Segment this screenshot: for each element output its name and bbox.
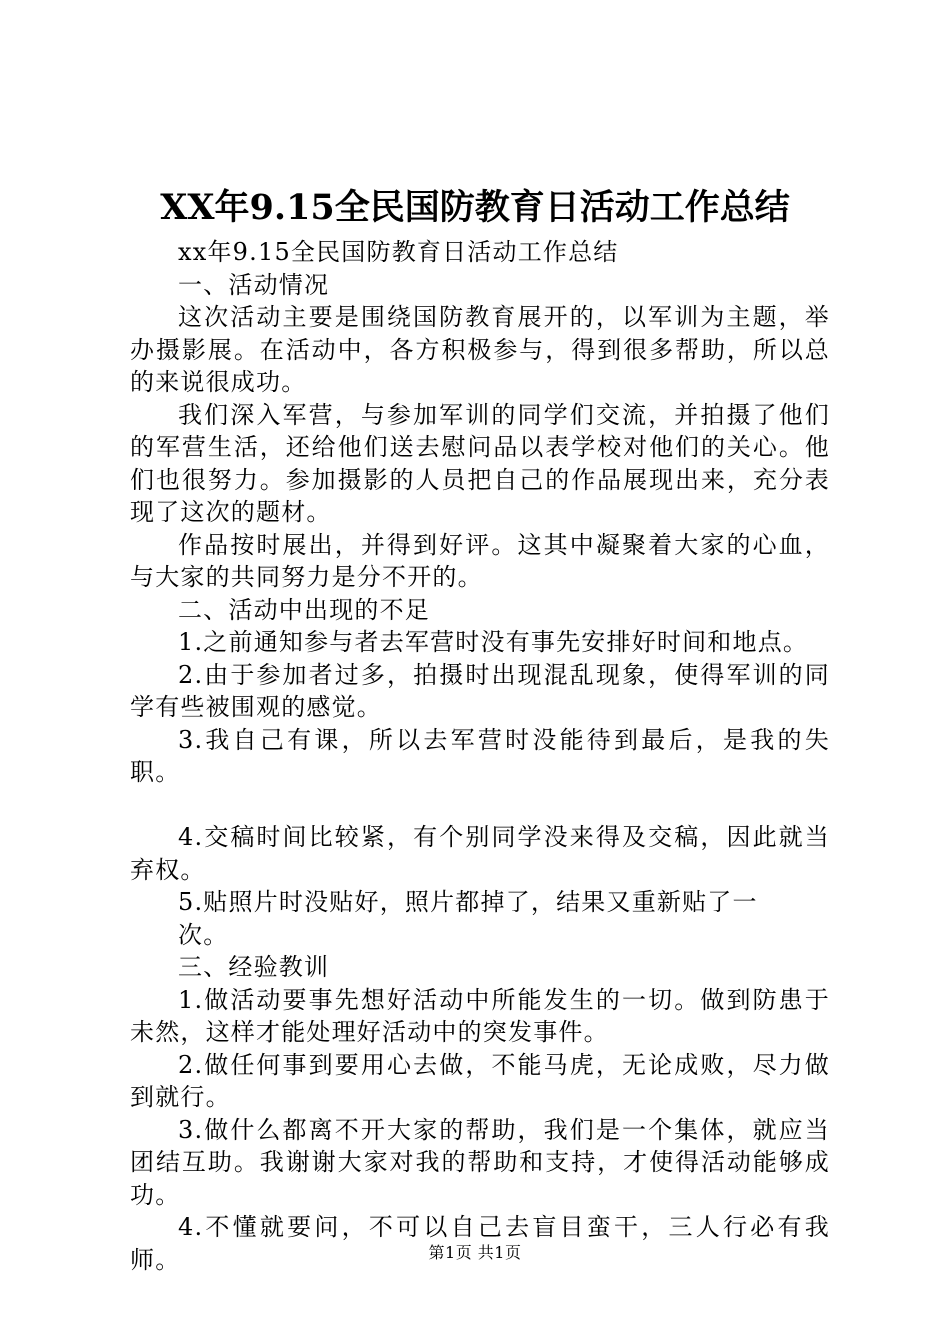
blank-line — [130, 789, 830, 822]
list-item: 2.由于参加者过多，拍摄时出现混乱现象，使得军训的同学有些被围观的感觉。 — [130, 660, 830, 721]
paragraph: 作品按时展出，并得到好评。这其中凝聚着大家的心血，与大家的共同努力是分不开的。 — [130, 530, 830, 591]
list-item: 1.之前通知参与者去军营时没有事先安排好时间和地点。 — [178, 628, 809, 656]
list-item: 2.做任何事到要用心去做，不能马虎，无论成败，尽力做到就行。 — [130, 1050, 830, 1111]
list-item: 3.我自己有课，所以去军营时没能待到最后，是我的失职。 — [130, 725, 830, 786]
section-heading: 三、经验教训 — [178, 953, 330, 981]
paragraph: 这次活动主要是围绕国防教育展开的，以军训为主题，举办摄影展。在活动中，各方积极参与，得到很多帮助，所以总的来说很成功。 — [130, 303, 830, 396]
paragraph: 我们深入军营，与参加军训的同学们交流，并拍摄了他们的军营生活，还给他们送去慰问品以表学校对他们的关心。他们也很努力。参加摄影的人员把自己的作品展现出来，充分表现了这次的题材。 — [130, 400, 830, 526]
list-item: 3.做什么都离不开大家的帮助，我们是一个集体，就应当团结互助。我谢谢大家对我的帮助和支持，才使得活动能够成功。 — [130, 1115, 830, 1209]
document-body — [130, 236, 830, 1276]
list-item: 4.交稿时间比较紧，有个别同学没来得及交稿，因此就当弃权。 — [130, 823, 830, 884]
section-heading: 一、活动情况 — [178, 270, 330, 299]
document-title: XX年9.15全民国防教育日活动工作总结 — [160, 187, 790, 228]
section-heading: 二、活动中出现的不足 — [178, 595, 430, 624]
list-item: 5.贴照片时没贴好，照片都掉了，结果又重新贴了一 — [178, 888, 758, 916]
document-subtitle: xx年9.15全民国防教育日活动工作总结 — [178, 238, 619, 266]
list-item-continuation: 次。 — [178, 920, 229, 949]
list-item: 1.做活动要事先想好活动中所能发生的一切。做到防患于未然，这样才能处理好活动中的突发事件。 — [130, 985, 830, 1046]
page-number-footer: 第1页 共1页 — [428, 1243, 522, 1262]
list-item: 4.不懂就要问，不可以自己去盲目蛮干，三人行必有我师。 — [130, 1213, 830, 1274]
